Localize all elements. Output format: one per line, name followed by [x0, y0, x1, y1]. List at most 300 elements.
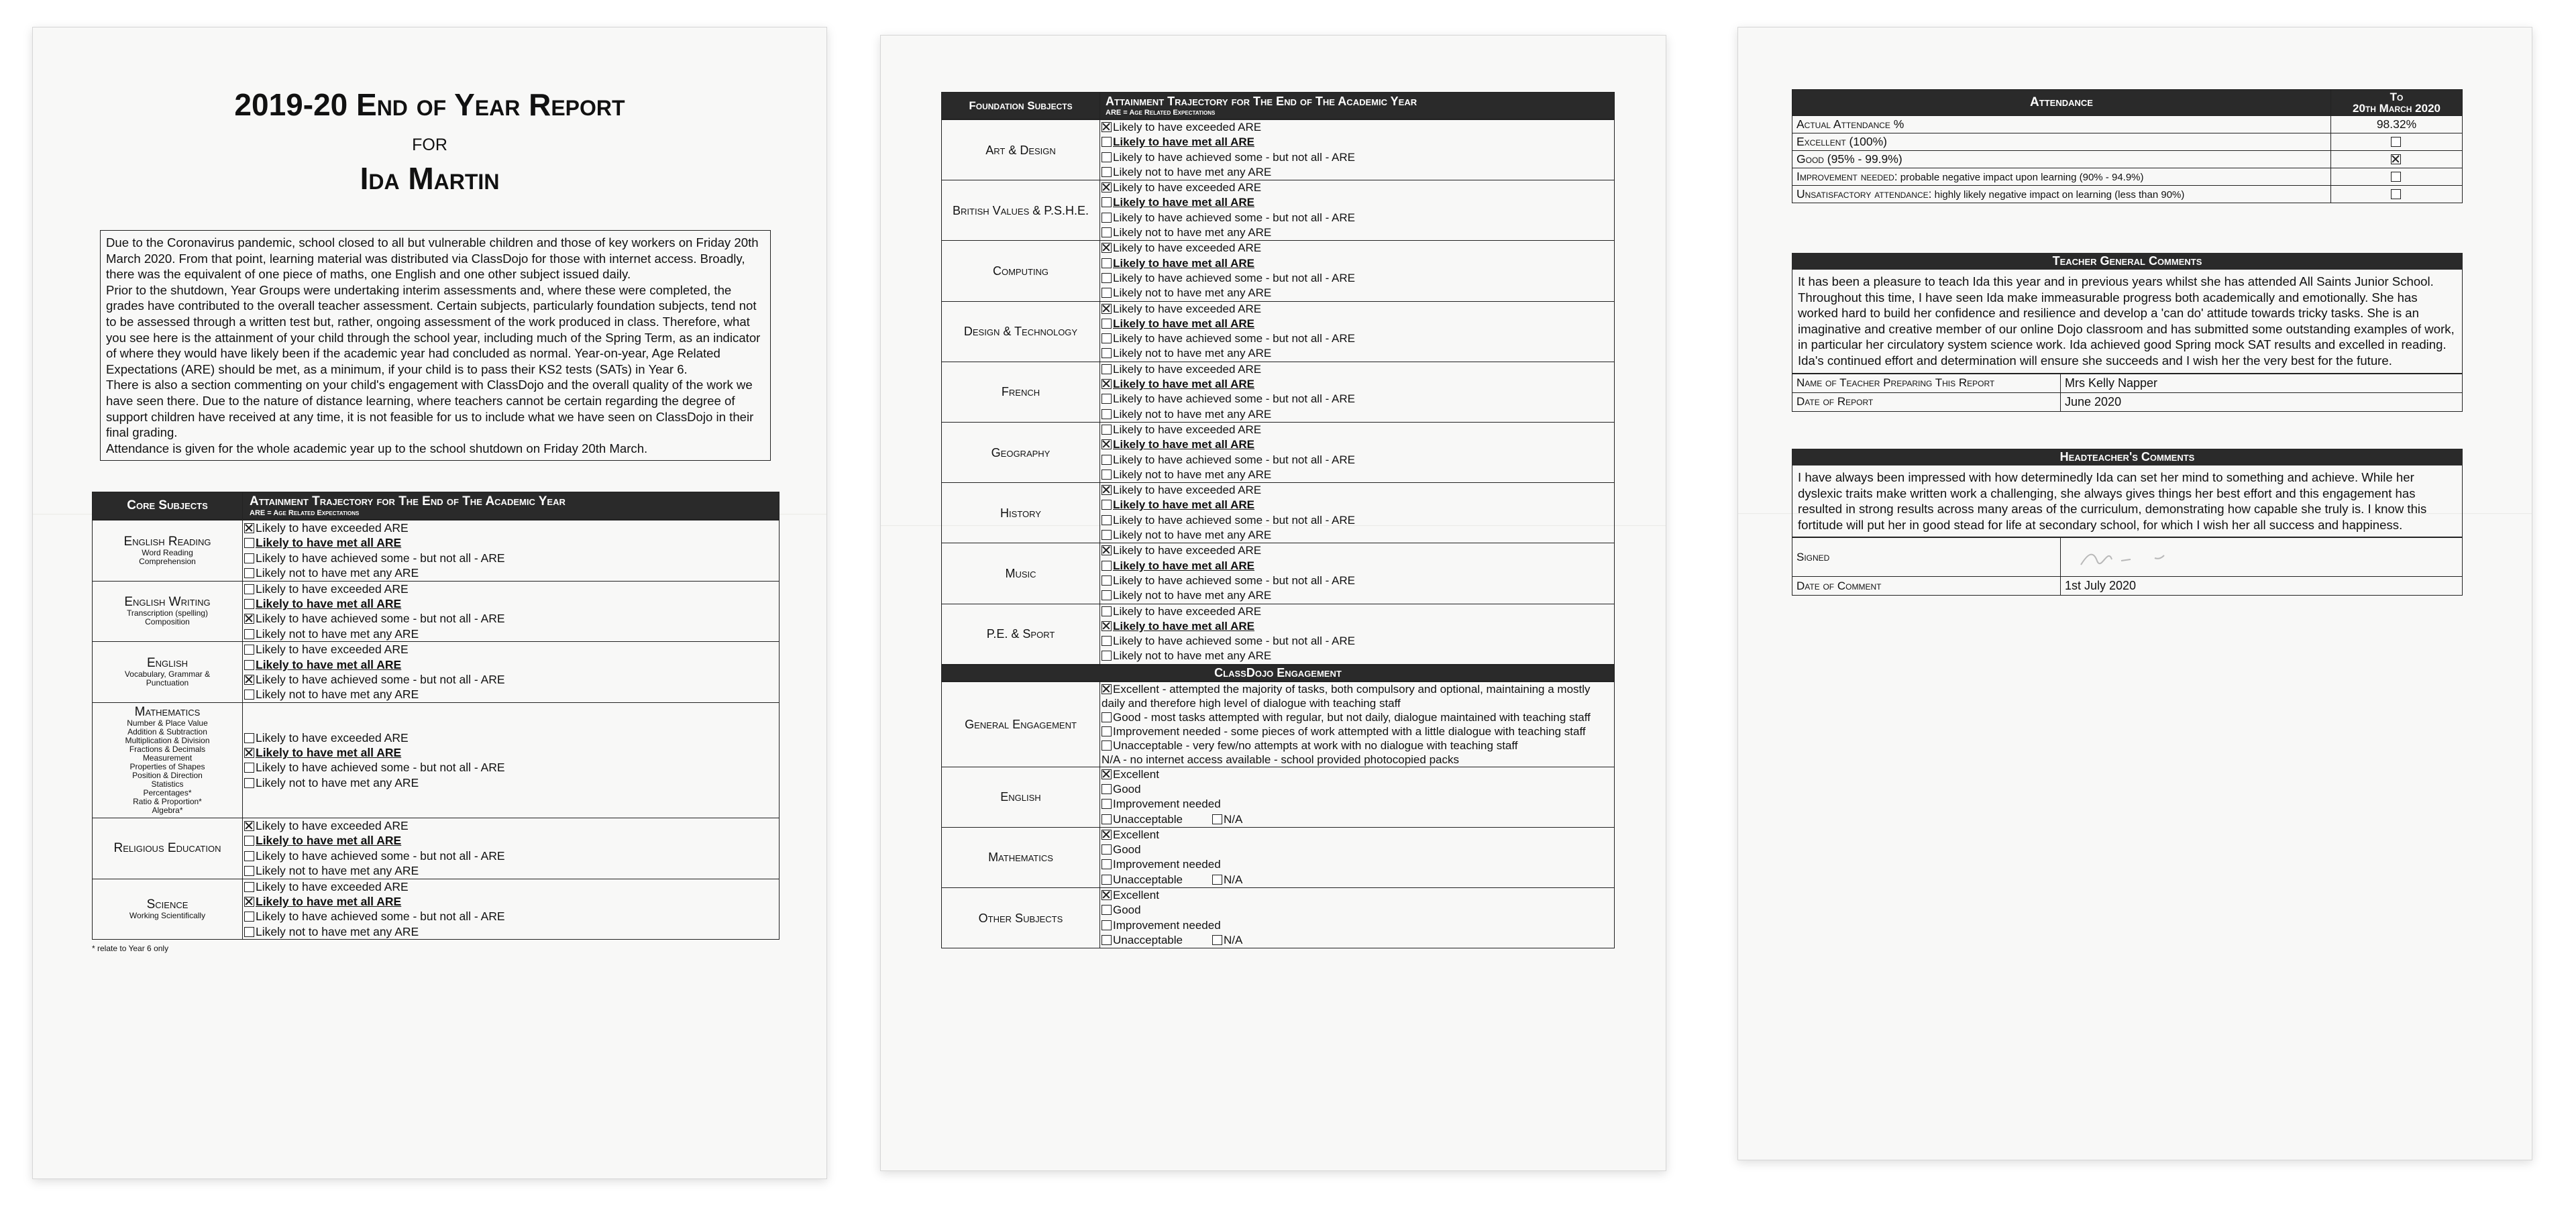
- option-label: Unacceptable: [1113, 873, 1183, 886]
- option-line: [243, 924, 779, 939]
- checkbox[interactable]: [1102, 769, 1112, 779]
- option-line: [1100, 753, 1614, 767]
- option-label: Likely to have met all ARE: [256, 597, 402, 611]
- option-label: Improvement needed: [1113, 858, 1221, 871]
- option-line: [1100, 738, 1614, 753]
- option-label: Likely not to have met any ARE: [1113, 165, 1272, 178]
- checkbox[interactable]: [244, 690, 254, 700]
- checkbox[interactable]: [1102, 409, 1112, 419]
- subject-row: [93, 702, 780, 818]
- checkbox[interactable]: [1102, 258, 1112, 268]
- checkbox[interactable]: [244, 568, 254, 578]
- checkbox[interactable]: [1102, 636, 1112, 646]
- checkbox[interactable]: [1212, 935, 1222, 945]
- subject-row: [93, 581, 780, 642]
- engagement-row: [942, 681, 1615, 767]
- subject-name-cell: [942, 362, 1100, 422]
- quality-name: Other Subjects: [978, 911, 1063, 925]
- subject-options: [1100, 120, 1615, 180]
- option-line: [243, 672, 779, 687]
- subject-name: English Writing: [124, 595, 211, 610]
- report-title-for: for: [412, 128, 447, 156]
- attendance-date-header-to: To: [2390, 91, 2404, 103]
- option-label: Likely not to have met any ARE: [1113, 589, 1272, 602]
- checkbox[interactable]: [244, 836, 254, 846]
- option-line: [243, 626, 779, 641]
- option-label: Excellent: [1113, 889, 1159, 902]
- checkbox[interactable]: [244, 584, 254, 594]
- option-line: [1100, 724, 1614, 738]
- option-line: [243, 745, 779, 760]
- checkbox[interactable]: [2391, 189, 2401, 199]
- option-line: [1100, 362, 1614, 377]
- subject-options: [1100, 543, 1615, 604]
- quality-options: [1100, 767, 1615, 827]
- checkbox[interactable]: [1102, 182, 1112, 193]
- checkbox[interactable]: [1102, 814, 1112, 824]
- option-line: [243, 730, 779, 745]
- subject-row: [93, 520, 780, 582]
- quality-name-cell: [942, 827, 1100, 887]
- subject-strand: Measurement: [142, 753, 193, 763]
- checkbox[interactable]: [2391, 137, 2401, 147]
- intro-paragraph: Prior to the shutdown, Year Groups were undertaking interim assessments and, where these were completed, the grades have contributed to the overall teacher assessment. Certain subjects, particularly foundation subjects, tend not to be assessed through a written test but, rather, ongoing assessment of the work produced in class. Therefore, what you see here is the attainment of your child through the school year, including much of the Spring Term, as an indicator of where they would have likely been if the academic year had concluded as normal. Year-on-year, Age Related Expectations (ARE) should be met, as a minimum, if your child is to pass their KS2 tests (SATs) in Year 6.: [106, 282, 761, 376]
- foundation-trajectory-subheader: ARE = Age Related Expectations: [1106, 109, 1216, 117]
- checkbox[interactable]: [1212, 875, 1222, 885]
- checkbox[interactable]: [244, 821, 254, 831]
- checkbox[interactable]: [1102, 364, 1112, 374]
- option-label: Improvement needed: [1113, 918, 1221, 932]
- checkbox[interactable]: [1102, 425, 1112, 435]
- option-line: [1100, 346, 1614, 361]
- subject-options: [243, 702, 780, 818]
- comment-date-value: 1st July 2020: [2061, 577, 2463, 596]
- checkbox[interactable]: [1102, 799, 1112, 809]
- option-label: N/A - no internet access available - school provided photocopied packs: [1102, 753, 1459, 766]
- option-label: Likely to have achieved some - but not all - ARE: [1113, 392, 1355, 406]
- checkbox[interactable]: [1102, 545, 1112, 555]
- option-line: [1100, 392, 1614, 406]
- checkbox[interactable]: [244, 778, 254, 788]
- option-line: [1100, 528, 1614, 543]
- option-line: [1100, 302, 1614, 317]
- attendance-label: Improvement needed:: [1796, 170, 1898, 183]
- checkbox[interactable]: [244, 675, 254, 685]
- option-line: [1100, 933, 1614, 948]
- option-label: Likely to have achieved some - but not all - ARE: [1113, 271, 1355, 284]
- attendance-label: Good (95% - 99.9%): [1796, 152, 1902, 166]
- option-line: [1100, 619, 1614, 634]
- quality-name-cell: [942, 767, 1100, 827]
- subject-strand: Algebra*: [152, 805, 183, 815]
- checkbox[interactable]: [1102, 319, 1112, 329]
- subject-name-cell: [942, 241, 1100, 301]
- option-line: [1100, 682, 1614, 710]
- report-page-1: [32, 27, 827, 1179]
- checkbox[interactable]: [1102, 455, 1112, 465]
- checkbox[interactable]: [1102, 152, 1112, 162]
- foundation-trajectory-header: Attainment Trajectory for The End of The Academic Year: [1106, 95, 1417, 108]
- checkbox[interactable]: [244, 553, 254, 563]
- checkbox[interactable]: [1102, 530, 1112, 540]
- checkbox[interactable]: [1102, 304, 1112, 314]
- option-line: [1100, 888, 1614, 903]
- quality-options: [1100, 827, 1615, 887]
- checkbox[interactable]: [1102, 875, 1112, 885]
- option-label: Likely to have achieved some - but not all - ARE: [256, 551, 505, 565]
- na-option: [1212, 813, 1242, 826]
- subject-name: P.E. & Sport: [986, 627, 1055, 641]
- attendance-row: [1792, 168, 2463, 186]
- subject-name-cell: [93, 520, 243, 582]
- checkbox[interactable]: [244, 897, 254, 907]
- option-label: Likely not to have met any ARE: [256, 775, 419, 789]
- option-label: Likely not to have met any ARE: [256, 864, 419, 878]
- subject-strand: Multiplication & Division: [125, 735, 210, 745]
- option-label: Likely to have exceeded ARE: [1113, 241, 1262, 255]
- checkbox[interactable]: [1102, 859, 1112, 869]
- checkbox[interactable]: [1102, 197, 1112, 207]
- footnote: * relate to Year 6 only: [92, 944, 169, 954]
- option-line: [1100, 873, 1614, 887]
- checkbox[interactable]: [2391, 172, 2401, 182]
- subject-name: History: [1000, 506, 1041, 520]
- trajectory-header: Attainment Trajectory for The End of The Academic Year: [250, 494, 566, 508]
- quality-name: Mathematics: [988, 850, 1053, 865]
- subject-options: [1100, 483, 1615, 543]
- attendance-category: [1792, 168, 2331, 186]
- teacher-name-value: Mrs Kelly Napper: [2061, 374, 2463, 392]
- checkbox[interactable]: [1102, 213, 1112, 223]
- checkbox[interactable]: [1102, 784, 1112, 794]
- option-label: Likely to have met all ARE: [256, 894, 402, 908]
- subject-name-cell: [93, 702, 243, 818]
- subject-name: English Reading: [123, 534, 211, 549]
- checkbox[interactable]: [1102, 575, 1112, 586]
- option-label: Likely to have exceeded ARE: [1113, 484, 1262, 497]
- checkbox[interactable]: [1102, 470, 1112, 480]
- option-line: [1100, 588, 1614, 603]
- subject-name: Art & Design: [985, 143, 1056, 157]
- report-page-3: [1737, 27, 2532, 1160]
- option-line: [1100, 256, 1614, 271]
- option-line: [243, 642, 779, 657]
- attendance-row: [1792, 186, 2463, 203]
- option-line: [243, 687, 779, 702]
- option-label: Excellent: [1113, 767, 1159, 781]
- attendance-category: [1792, 133, 2331, 151]
- option-label: Likely to have exceeded ARE: [256, 818, 409, 832]
- checkbox[interactable]: [1102, 621, 1112, 631]
- option-label: Likely to have met all ARE: [256, 536, 402, 550]
- checkbox[interactable]: [1102, 830, 1112, 840]
- checkbox[interactable]: [244, 748, 254, 758]
- checkbox[interactable]: [244, 866, 254, 876]
- subject-name-cell: [942, 180, 1100, 241]
- foundation-row: [942, 483, 1615, 543]
- checkbox[interactable]: [1102, 515, 1112, 525]
- checkbox[interactable]: [1102, 684, 1112, 694]
- attendance-header: Attendance: [1792, 90, 2331, 116]
- subject-name-cell: [942, 543, 1100, 604]
- quality-name-cell: [942, 888, 1100, 948]
- option-line: [243, 596, 779, 611]
- foundation-row: [942, 422, 1615, 482]
- option-line: [243, 775, 779, 790]
- option-label: Likely to have exceeded ARE: [256, 643, 409, 657]
- checkbox[interactable]: [1102, 651, 1112, 661]
- option-line: [1100, 543, 1614, 558]
- option-label: Likely to have achieved some - but not all - ARE: [1113, 573, 1355, 587]
- option-line: [1100, 317, 1614, 331]
- subject-options: [1100, 301, 1615, 362]
- option-label: Likely to have met all ARE: [256, 834, 402, 848]
- checkbox[interactable]: [1102, 122, 1112, 132]
- checkbox[interactable]: [1102, 394, 1112, 404]
- checkbox[interactable]: [1102, 920, 1112, 930]
- subject-name-cell: [942, 301, 1100, 362]
- option-line: [1100, 423, 1614, 437]
- subject-row: [93, 879, 780, 940]
- option-label: Likely not to have met any ARE: [256, 688, 419, 702]
- option-label: Excellent: [1113, 828, 1159, 841]
- option-line: [1100, 211, 1614, 225]
- checkbox[interactable]: [1102, 485, 1112, 495]
- option-line: [243, 879, 779, 894]
- option-line: [243, 863, 779, 878]
- checkbox[interactable]: [1102, 726, 1112, 736]
- checkbox[interactable]: [1102, 606, 1112, 616]
- option-line: [1100, 559, 1614, 573]
- subject-strand: Fractions & Decimals: [129, 744, 206, 754]
- intro-paragraph: Due to the Coronavirus pandemic, school closed to all but vulnerable children and those of key workers on Friday 20th March 2020. From that point, learning material was distributed via ClassDojo for those with internet access. Broadly, there was the equivalent of one piece of maths, one English and one other subject issued daily.: [106, 235, 759, 282]
- option-label: Improvement needed - some pieces of work attempted with a little dialogue with teaching staff: [1113, 724, 1586, 738]
- option-label: Likely to have exceeded ARE: [1113, 423, 1262, 436]
- checkbox[interactable]: [1102, 288, 1112, 298]
- option-line: [1100, 903, 1614, 918]
- quality-options: [1100, 888, 1615, 948]
- option-line: [1100, 271, 1614, 286]
- quality-row: [942, 827, 1615, 887]
- intro-paragraph: There is also a section commenting on your child's engagement with ClassDojo and the overall quality of the work we have seen there. Due to the nature of distance learning, where teachers cannot be certain regarding the degree of support children have received at any time, it is not feasible for us to include what we have seen on ClassDojo in their final grading.: [106, 378, 754, 440]
- subject-options: [1100, 180, 1615, 241]
- option-line: [1100, 513, 1614, 528]
- option-line: [1100, 407, 1614, 422]
- subject-name-cell: [93, 879, 243, 940]
- subject-strand: Punctuation: [146, 678, 189, 688]
- checkbox[interactable]: [244, 882, 254, 892]
- subject-name-cell: [942, 422, 1100, 482]
- checkbox[interactable]: [1102, 379, 1112, 389]
- checkbox[interactable]: [1212, 814, 1222, 824]
- option-label: Likely to have met all ARE: [1113, 619, 1254, 633]
- option-label: Likely not to have met any ARE: [256, 566, 419, 580]
- foundation-row: [942, 180, 1615, 241]
- attendance-category: [1792, 186, 2331, 203]
- option-label: Likely not to have met any ARE: [256, 924, 419, 938]
- option-label: Likely to have achieved some - but not all - ARE: [1113, 453, 1355, 466]
- subject-name-cell: [93, 642, 243, 703]
- attendance-date-header: 20th March 2020: [2353, 102, 2440, 115]
- attendance-check-cell: [2331, 151, 2463, 168]
- checkbox[interactable]: [1102, 590, 1112, 600]
- subject-strand: Properties of Shapes: [129, 761, 205, 771]
- checkbox[interactable]: [1102, 167, 1112, 177]
- option-label: Unacceptable - very few/no attempts at work with no dialogue with teaching staff: [1113, 738, 1518, 752]
- checkbox[interactable]: [1102, 890, 1112, 900]
- option-label: Likely to have achieved some - but not all - ARE: [1113, 635, 1355, 648]
- checkbox[interactable]: [244, 927, 254, 937]
- checkbox[interactable]: [1102, 740, 1112, 751]
- subject-name: English: [146, 656, 189, 671]
- option-line: [1100, 767, 1614, 782]
- checkbox[interactable]: [244, 645, 254, 655]
- option-line: [1100, 918, 1614, 933]
- option-line: [1100, 797, 1614, 812]
- intro-paragraph: Attendance is given for the whole academic year up to the school shutdown on Friday 20th March.: [106, 441, 648, 455]
- checkbox[interactable]: [1102, 439, 1112, 449]
- option-label: Likely to have met all ARE: [1113, 498, 1254, 512]
- foundation-subjects-header: Foundation Subjects: [942, 93, 1100, 119]
- option-label: Likely to have exceeded ARE: [1113, 302, 1262, 315]
- report-date-value: June 2020: [2061, 392, 2463, 411]
- option-line: [243, 535, 779, 550]
- attendance-category: [1792, 151, 2331, 168]
- subject-strand: Vocabulary, Grammar &: [124, 669, 211, 679]
- option-line: [1100, 241, 1614, 256]
- option-label: Likely to have achieved some - but not all - ARE: [256, 848, 505, 863]
- quality-row: [942, 888, 1615, 948]
- subject-strand: Percentages*: [143, 787, 192, 798]
- option-line: [243, 848, 779, 863]
- subject-strand: Working Scientifically: [129, 910, 206, 920]
- subject-name-cell: [942, 604, 1100, 664]
- checkbox[interactable]: [244, 614, 254, 624]
- option-label: Likely to have achieved some - but not all - ARE: [1113, 332, 1355, 345]
- option-label: Likely to have achieved some - but not all - ARE: [1113, 150, 1355, 164]
- signed-label: Signed: [1792, 538, 2061, 577]
- option-label: Likely to have exceeded ARE: [1113, 181, 1262, 195]
- teacher-comments-section: [1792, 253, 2463, 412]
- na-option: [1212, 934, 1242, 946]
- attendance-label: Unsatisfactory attendance:: [1796, 187, 1932, 201]
- checkbox[interactable]: [244, 538, 254, 548]
- checkbox[interactable]: [244, 599, 254, 609]
- subject-strand: Comprehension: [139, 556, 196, 566]
- checkbox[interactable]: [244, 912, 254, 922]
- option-line: [243, 565, 779, 580]
- subject-options: [1100, 422, 1615, 482]
- checkbox[interactable]: [244, 733, 254, 743]
- quality-row: [942, 767, 1615, 827]
- checkbox[interactable]: [1102, 500, 1112, 510]
- option-line: [1100, 828, 1614, 842]
- checkbox[interactable]: [244, 763, 254, 773]
- checkbox[interactable]: [244, 523, 254, 533]
- checkbox[interactable]: [1102, 273, 1112, 283]
- checkbox[interactable]: [1102, 712, 1112, 722]
- option-label: Likely to have met all ARE: [256, 657, 402, 671]
- engagement-name-cell: [942, 681, 1100, 767]
- option-label: Likely not to have met any ARE: [1113, 347, 1272, 360]
- headteacher-comments-header: Headteacher's Comments: [1792, 449, 2463, 465]
- option-label: Likely to have exceeded ARE: [256, 521, 409, 535]
- option-label: Likely to have met all ARE: [1113, 317, 1254, 330]
- option-line: [243, 833, 779, 848]
- option-label: Likely to have achieved some - but not all - ARE: [256, 673, 505, 687]
- subject-strand: Composition: [145, 617, 190, 627]
- option-label: Good - most tasks attempted with regular, but not daily, dialogue maintained with teaching staff: [1113, 710, 1591, 724]
- checkbox[interactable]: [1102, 333, 1112, 343]
- subject-options: [243, 879, 780, 940]
- option-line: [1100, 842, 1614, 857]
- checkbox[interactable]: [1102, 935, 1112, 945]
- option-line: [1100, 135, 1614, 150]
- option-line: [243, 611, 779, 626]
- option-line: [1100, 120, 1614, 135]
- option-line: [243, 909, 779, 924]
- option-label: Likely to have met all ARE: [1113, 438, 1254, 451]
- option-line: [1100, 483, 1614, 498]
- option-line: [1100, 165, 1614, 180]
- attendance-table: [1792, 89, 2463, 203]
- foundation-row: [942, 543, 1615, 604]
- checkbox[interactable]: [244, 851, 254, 861]
- option-label: Likely to have exceeded ARE: [1113, 362, 1262, 376]
- checkbox[interactable]: [1102, 905, 1112, 915]
- option-line: [1100, 468, 1614, 482]
- option-line: [1100, 573, 1614, 588]
- checkbox[interactable]: [1102, 561, 1112, 571]
- subject-options: [1100, 604, 1615, 664]
- subject-name: French: [1001, 385, 1040, 399]
- subject-name-cell: [93, 581, 243, 642]
- checkbox[interactable]: [1102, 243, 1112, 253]
- foundation-row: [942, 301, 1615, 362]
- subject-row: [93, 642, 780, 703]
- option-label: Likely to have achieved some - but not all - ARE: [256, 761, 505, 775]
- checkbox[interactable]: [244, 660, 254, 670]
- checkbox[interactable]: [1102, 227, 1112, 237]
- attendance-row: [1792, 133, 2463, 151]
- option-line: [243, 657, 779, 672]
- option-label: Likely to have met all ARE: [1113, 196, 1254, 209]
- checkbox[interactable]: [1102, 348, 1112, 358]
- checkbox[interactable]: [244, 629, 254, 639]
- subject-strand: Position & Direction: [132, 770, 203, 780]
- option-label: Excellent - attempted the majority of tasks, both compulsory and optional, maintaining a mostly daily and therefore high level of dialogue with teaching staff: [1102, 682, 1591, 710]
- option-line: [1100, 710, 1614, 724]
- subject-name: Religious Education: [113, 840, 221, 855]
- report-date-label: Date of Report: [1792, 392, 2061, 411]
- option-line: [243, 760, 779, 775]
- subject-name-cell: [942, 483, 1100, 543]
- na-label: N/A: [1223, 812, 1243, 826]
- option-label: Likely to have met all ARE: [1113, 559, 1254, 572]
- checkbox[interactable]: [2391, 154, 2401, 164]
- core-subjects-table: [92, 492, 780, 953]
- foundation-row: [942, 362, 1615, 422]
- checkbox[interactable]: [1102, 137, 1112, 147]
- checkbox[interactable]: [1102, 844, 1112, 855]
- option-line: [1100, 857, 1614, 872]
- option-line: [1100, 634, 1614, 649]
- option-label: Likely not to have met any ARE: [1113, 286, 1272, 300]
- foundation-row: [942, 120, 1615, 180]
- teacher-comments-header: Teacher General Comments: [1792, 253, 2463, 270]
- option-line: [243, 520, 779, 535]
- subject-strand: Number & Place Value: [127, 718, 208, 728]
